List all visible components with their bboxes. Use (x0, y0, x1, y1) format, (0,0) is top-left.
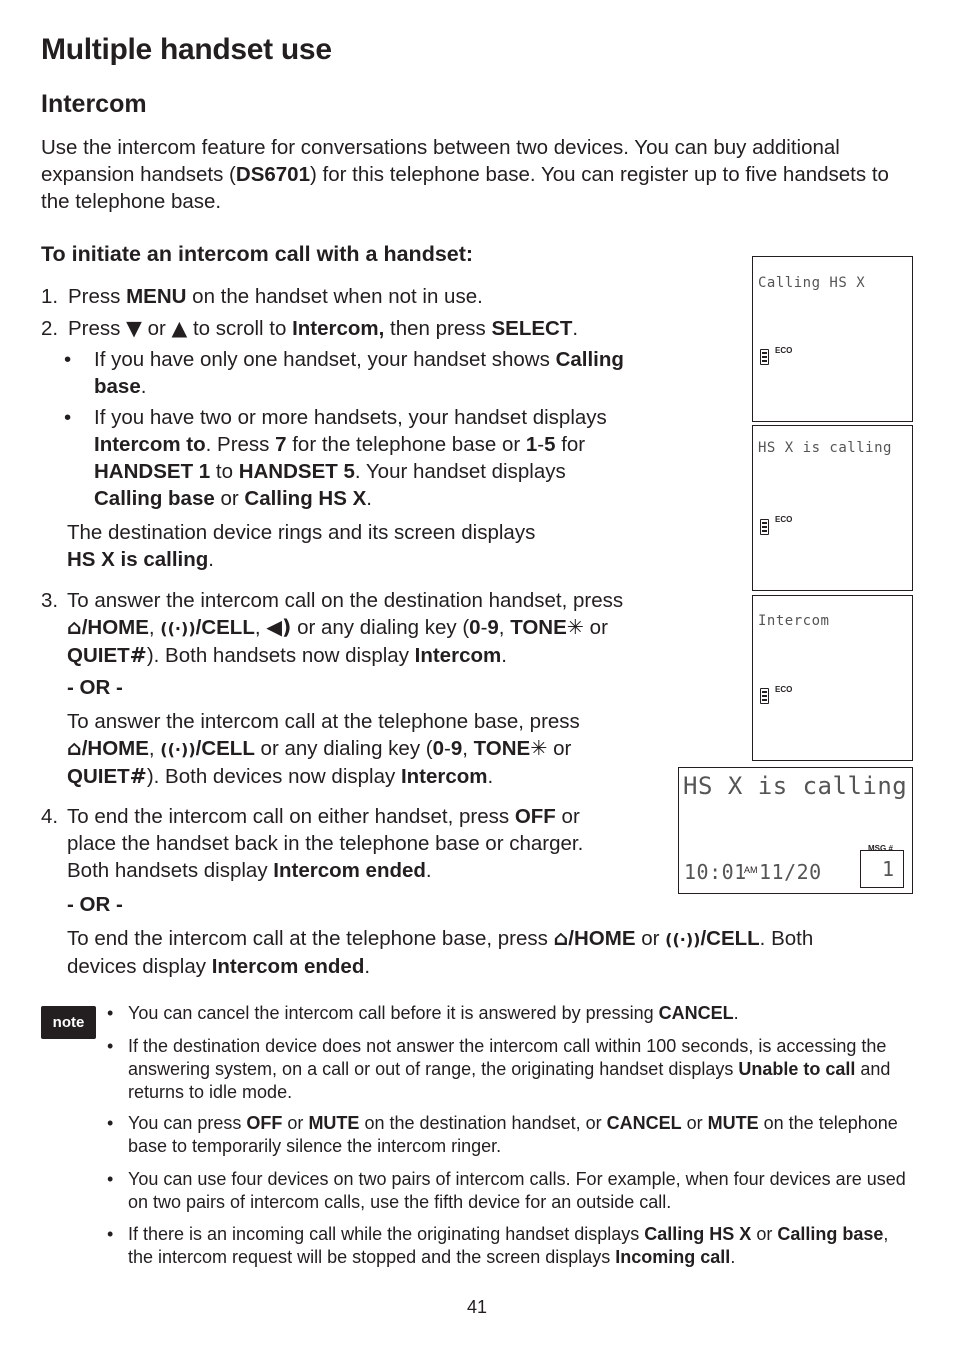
bullet-1-text: If you have only one handset, your handset shows (94, 348, 556, 371)
step-3 (67, 587, 707, 669)
bullet-2-t3: for the telephone base or (286, 433, 526, 456)
note-2-end: and returns to idle mode. (128, 1059, 891, 1102)
step-3-text: To answer the intercom call on the destination handset, press (67, 589, 624, 612)
note-bullet: • (107, 1224, 114, 1244)
hash-icon: # (129, 764, 147, 788)
step-3-dash: - (480, 616, 488, 639)
note-3-b1: OFF (246, 1113, 283, 1133)
note-1-bold: CANCEL (658, 1003, 734, 1023)
menu-key-label: MENU (126, 285, 187, 308)
or-label-text: - OR - (67, 893, 123, 916)
step-4-text: To end the intercom call on either handset, press (67, 805, 515, 828)
step-3-alt-text-2: or any dialing key ( (254, 737, 433, 760)
procedure-title: To initiate an intercom call with a handset: (41, 242, 474, 266)
note-5-t3: , the intercom request will be stopped and the screen displays (128, 1224, 889, 1267)
bullet-dot: • (64, 348, 72, 371)
intercom-ended-label: Intercom ended (211, 955, 365, 978)
bullet-1-bold-1: Calling (555, 348, 624, 371)
step-3-text-3: ). Both handsets now display (146, 644, 415, 667)
or-label-text: - OR - (67, 676, 123, 699)
battery-icon (760, 349, 769, 365)
note-bullet: • (107, 1113, 114, 1133)
note-2 (128, 1035, 914, 1104)
step-4-number: 4. (41, 805, 59, 828)
note-5-b2: Calling base (777, 1224, 884, 1244)
speaker-icon: ◀) (266, 615, 292, 639)
quiet-key-label: QUIET (67, 644, 130, 667)
note-3-t2: or (282, 1113, 309, 1133)
battery-icon (760, 519, 769, 535)
step-4-alt-text: To end the intercom call at the telephone base, press (67, 927, 554, 950)
note-3 (128, 1112, 914, 1158)
cell-key-label: /CELL (195, 737, 255, 760)
bullet-2-b3: 1 (525, 433, 538, 456)
battery-icon (760, 688, 769, 704)
note-4-text: You can use four devices on two pairs of intercom calls. For example, when four devices are used on two pairs of intercom calls, use the fifth device for an outside call. (128, 1169, 906, 1212)
step-3-number: 3. (41, 589, 59, 612)
tone-icon: ✳ (530, 736, 548, 760)
note-bullet: • (107, 1036, 114, 1056)
bullet-2-t7: . Your handset displays (354, 460, 566, 483)
quiet-key-label: QUIET (67, 765, 130, 788)
step-2-text: Press (68, 317, 127, 340)
note-3-t5: on the telephone base to temporarily silence the intercom ringer. (128, 1113, 898, 1156)
step-2-bullet-1 (94, 346, 694, 400)
intro-paragraph (41, 134, 921, 215)
bullet-2-b7: Calling base (94, 487, 215, 510)
bullet-2-b5: HANDSET 1 (94, 460, 211, 483)
cell-icon: ((·)) (665, 930, 701, 949)
key-0: 0 (469, 616, 481, 639)
step-1-text: Press (68, 285, 127, 308)
note-5-t1: If there is an incoming call while the originating handset displays (128, 1224, 645, 1244)
note-bullet: • (107, 1169, 114, 1189)
eco-label: ECO (775, 515, 793, 524)
step-2-after (67, 519, 687, 573)
bullet-2-t6: to (210, 460, 239, 483)
step-3-comma: , (498, 616, 511, 639)
step-3-alt-or: or (547, 737, 572, 760)
bullet-dot: • (64, 406, 72, 429)
note-5-t2: or (751, 1224, 778, 1244)
note-2-text: If the destination device does not answer the intercom call within 100 seconds, is accessing the answering system, on a call or out of range, the originating handset displays (128, 1036, 887, 1079)
step-1 (68, 283, 483, 310)
cell-key-label: /CELL (195, 616, 255, 639)
eco-label: ECO (775, 346, 793, 355)
bullet-2-b1: Intercom to (94, 433, 206, 456)
step-2-bullet-2 (94, 404, 704, 512)
or-label-2 (67, 891, 123, 918)
step-3-alt-sep: , (148, 737, 161, 760)
screen-2-text: HS X is calling (758, 440, 892, 456)
step-1-number: 1. (41, 285, 59, 308)
note-5-t4: . (730, 1247, 736, 1267)
cell-icon: ((·)) (160, 740, 196, 759)
bullet-1-bold-2: base (94, 375, 141, 398)
tone-key-label: TONE (510, 616, 567, 639)
tone-icon: ✳ (566, 615, 584, 639)
or-label (67, 674, 123, 701)
bullet-2-t4: - (537, 433, 545, 456)
base-time: 10:01 (684, 860, 747, 884)
msg-counter-box (860, 850, 904, 888)
base-date: 11/20 (759, 860, 822, 884)
step-3-alt-text: To answer the intercom call at the telephone base, press (67, 710, 580, 733)
step-2-after-bold: HS X is calling (67, 548, 209, 571)
intro-text: Use the intercom feature for conversations between two devices. You can buy additional expansion handsets ( (41, 136, 840, 186)
bullet-2-t9: . (366, 487, 372, 510)
screen-3-text: Intercom (758, 613, 830, 629)
cell-key-label: /CELL (700, 927, 760, 950)
home-icon: ⌂ (67, 736, 82, 760)
up-triangle-icon: ▲ (171, 316, 188, 340)
step-4 (67, 803, 667, 884)
step-2 (68, 315, 578, 342)
bullet-2-t8: or (214, 487, 245, 510)
home-key-label: /HOME (568, 927, 636, 950)
off-key-label: OFF (514, 805, 556, 828)
intercom-bold: Intercom (400, 765, 488, 788)
note-3-b2: MUTE (308, 1113, 360, 1133)
step-2-period: . (572, 317, 579, 340)
tone-key-label: TONE (473, 737, 531, 760)
step-3-sep: , (148, 616, 161, 639)
page-title: Multiple handset use (41, 33, 332, 66)
base-ampm: AM (744, 865, 758, 875)
step-2-number: 2. (41, 317, 59, 340)
eco-label: ECO (775, 685, 793, 694)
bullet-2-text: If you have two or more handsets, your handset displays (94, 406, 607, 429)
page-number: 41 (466, 1297, 488, 1317)
step-2-after-period: . (208, 548, 214, 571)
step-3-period: . (501, 644, 507, 667)
handset-screen-3 (752, 595, 913, 761)
step-4-alt-text-2: . Both (759, 927, 814, 950)
home-icon: ⌂ (553, 926, 569, 950)
step-3-alt-period: . (487, 765, 494, 788)
note-2-bold: Unable to call (738, 1059, 856, 1079)
handset-screen-1 (752, 256, 913, 422)
step-4-alt-or: or (635, 927, 666, 950)
note-3-t1: You can press (128, 1113, 247, 1133)
step-1-text-end: on the handset when not in use. (186, 285, 483, 308)
note-1-text: You can cancel the intercom call before it is answered by pressing (128, 1003, 659, 1023)
step-4-text-2: place the handset back in the telephone base or charger. (67, 832, 584, 855)
bullet-2-b2: 7 (275, 433, 287, 456)
note-4 (128, 1168, 914, 1214)
bullet-2-b6: HANDSET 5 (238, 460, 355, 483)
note-1-end: . (733, 1003, 739, 1023)
step-4-period: . (425, 859, 432, 882)
step-3-sep-2: , (254, 616, 267, 639)
step-4-alt (67, 925, 927, 980)
model-number: DS6701 (235, 163, 310, 186)
key-9: 9 (450, 737, 463, 760)
hash-icon: # (129, 643, 147, 667)
step-2-text-3: then press (384, 317, 492, 340)
note-1 (128, 1002, 914, 1025)
down-triangle-icon: ▼ (126, 316, 142, 340)
msg-label: MSG # (868, 844, 893, 853)
base-screen (678, 767, 913, 894)
note-3-b3: CANCEL (606, 1113, 682, 1133)
step-4-text-3: Both handsets display (67, 859, 274, 882)
step-3-alt-text-3: ). Both devices now display (146, 765, 401, 788)
note-bullet: • (107, 1003, 114, 1023)
key-9: 9 (487, 616, 499, 639)
intercom-ended-label: Intercom ended (273, 859, 426, 882)
select-key-label: SELECT (491, 317, 573, 340)
step-3-alt-dash: - (444, 737, 451, 760)
cell-icon: ((·)) (160, 619, 196, 638)
step-2-text-2: to scroll to (187, 317, 293, 340)
step-2-or: or (141, 317, 172, 340)
note-badge: note (41, 1006, 96, 1039)
note-3-t3: on the destination handset, or (359, 1113, 607, 1133)
step-4-alt-period: . (364, 955, 371, 978)
intercom-bold: Intercom (414, 644, 502, 667)
note-5-b3: Incoming call (615, 1247, 731, 1267)
msg-count: 1 (882, 857, 895, 881)
section-title: Intercom (41, 90, 147, 118)
step-3-or: or (583, 616, 608, 639)
note-3-t4: or (681, 1113, 708, 1133)
bullet-2-b4: 5 (544, 433, 556, 456)
intercom-label: Intercom, (292, 317, 385, 340)
step-3-alt (67, 708, 677, 790)
base-screen-text: HS X is calling (683, 772, 908, 800)
bullet-2-b8: Calling HS X (244, 487, 367, 510)
home-key-label: /HOME (81, 737, 149, 760)
handset-screen-2 (752, 425, 913, 591)
key-0: 0 (432, 737, 445, 760)
bullet-2-t2: . Press (205, 433, 276, 456)
home-key-label: /HOME (81, 616, 149, 639)
note-5 (128, 1223, 914, 1269)
step-2-after-text: The destination device rings and its screen displays (67, 521, 536, 544)
note-3-b4: MUTE (707, 1113, 759, 1133)
step-3-text-2: or any dialing key ( (291, 616, 470, 639)
home-icon: ⌂ (67, 615, 82, 639)
intro-text-end: ) for this telephone base. You can register up to five handsets to the telephone base. (41, 163, 889, 213)
step-4-or: or (555, 805, 580, 828)
step-4-alt-text-3: devices display (67, 955, 212, 978)
note-5-b1: Calling HS X (644, 1224, 752, 1244)
screen-1-text: Calling HS X (758, 275, 866, 291)
step-3-alt-comma: , (462, 737, 474, 760)
bullet-1-period: . (140, 375, 147, 398)
bullet-2-t5: for (555, 433, 586, 456)
